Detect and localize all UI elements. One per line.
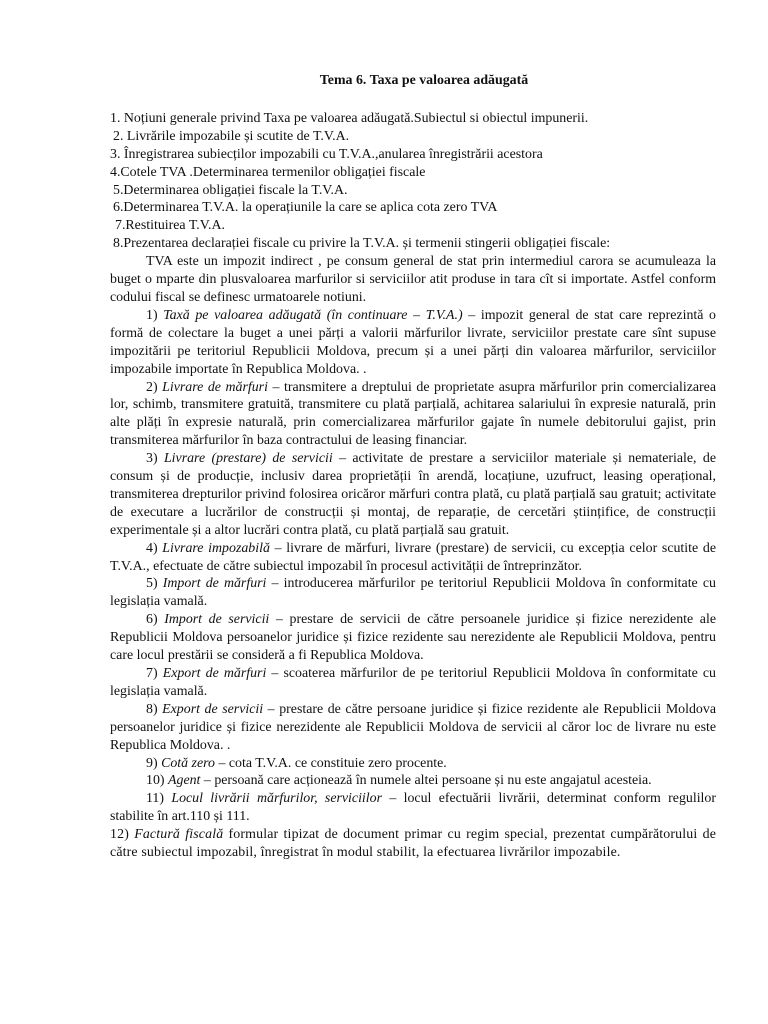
definition-term: Import de mărfuri (162, 576, 267, 592)
definition-term: Taxă pe valoarea adăugată (în continuare – T.V.A.) (163, 307, 463, 323)
topic-item: 3. Înregistrarea subiecților impozabili cu T.V.A.,anularea înregistrării acestora (110, 146, 543, 162)
definition-text: – scoaterea mărfurilor de pe teritoriul Republicii Moldova în conformitate cu legislația vamală. (110, 666, 716, 699)
definition-number: 11) (146, 791, 165, 807)
topic-item: 1. Noțiuni generale privind Taxa pe valoarea adăugată.Subiectul si obiectul impunerii. (110, 110, 589, 126)
definition-text: – impozit general de stat care reprezintă o formă de colectare la buget a unei părți a valorii mărfurilor livrate, serviciilor prestate care sînt supuse impozitării pe teritoriul Republicii Moldova, precum și a unei părți din valoarea mărfurilor, serviciilor impozabile importate în Republica Moldova. . (110, 307, 716, 377)
definition-text: – introducerea mărfurilor pe teritoriul Republicii Moldova în conformitate cu legislația vamală. (110, 576, 716, 610)
definition-term: Cotă zero (161, 755, 215, 771)
definition-number: 2) (146, 379, 158, 395)
definition-item (110, 790, 716, 826)
topic-item: 6.Determinarea T.V.A. la operațiunile la care se aplica cota zero TVA (113, 200, 498, 216)
definition-number: 4) (146, 540, 158, 556)
topics-list (110, 110, 716, 253)
definition-text: – prestare de servicii de către persoanele juridice și fizice nerezidente ale Republicii Moldova persoanelor juridice și fizice rezidente sau nerezidente ale Republicii Moldova, pentru care locul prestării se consideră a fi Republica Moldova. (110, 612, 716, 664)
definition-number: 8) (146, 701, 158, 717)
definition-item (110, 701, 716, 755)
definition-text: formular tipizat de document primar cu regim special, prezentat cumpărătorului de către subiectul impozabil, înregistrat în modul stabilit, la efectuarea livrărilor impozabile. (110, 827, 717, 861)
definition-text: – persoană care acționează în numele altei persoane și nu este angajatul acesteia. (200, 773, 652, 789)
definition-item (110, 575, 716, 611)
definition-item (110, 540, 716, 576)
definition-term: Agent (168, 773, 201, 789)
definition-number: 7) (146, 666, 158, 681)
definition-term: Livrare de mărfuri (162, 379, 268, 395)
topic-item: 5.Determinarea obligației fiscale la T.V.A. (113, 182, 348, 198)
topic-item: 4.Cotele TVA .Determinarea termenilor obligației fiscale (110, 164, 426, 180)
definition-number: 12) (110, 827, 129, 843)
topic-item: 7.Restituirea T.V.A. (115, 218, 225, 234)
definition-number: 10) (146, 773, 165, 789)
definition-item (110, 379, 716, 451)
definition-item (110, 307, 716, 379)
definition-item (110, 611, 716, 665)
topic-item: 2. Livrările impozabile și scutite de T.V.A. (113, 128, 350, 144)
definition-number: 5) (146, 576, 158, 592)
definition-term: Export de mărfuri (162, 666, 267, 681)
definition-term: Locul livrării mărfurilor, serviciilor (171, 791, 383, 807)
definition-term: Livrare impozabilă (162, 540, 270, 556)
definition-text: – transmitere a dreptului de proprietate asupra mărfurilor prin comercializarea lor, schimb, transmitere gratuită, transmitere cu plată parțială, achitarea salariului în expresie naturală, prin alte plăți în expresie naturală, prin comercializarea mărfurilor gajate în numele debitorului gajist, prin transmiterea mărfurilor în baza contractului de leasing financiar. (110, 379, 716, 449)
definition-number: 1) (146, 307, 158, 323)
definition-text: – prestare de către persoane juridice și fizice rezidente ale Republicii Moldova persoanelor juridice și fizice nerezidente ale Republicii Moldova de servicii al căror loc de livrare nu este Republica Moldova. . (110, 701, 716, 753)
definition-item (110, 665, 716, 701)
definition-text: – cota T.V.A. ce constituie zero procente. (214, 755, 447, 771)
definition-item (110, 755, 716, 773)
page-title: Tema 6. Taxa pe valoarea adăugată (319, 73, 529, 88)
definition-number: 9) (146, 755, 158, 771)
topic-item: 8.Prezentarea declarației fiscale cu privire la T.V.A. și termenii stingerii obligației fiscale: (113, 236, 611, 252)
definition-text: – locul efectuării livrării, determinat conform regulilor stabilite în art.110 și 111. (110, 791, 716, 825)
intro-paragraph: TVA este un impozit indirect , pe consum general de stat prin intermediul carora se acumuleaza la buget o mparte din plusvaloarea marfurilor si serviciilor atit produse in tara cît si importate. Astfel conform codului fiscal se definesc urmatoarele notiuni. (110, 254, 716, 305)
definition-item (110, 450, 716, 540)
definition-text: – activitate de prestare a serviciilor materiale și nemateriale, de consum și de producție, inclusiv darea proprietății în arendă, locațiune, uzufruct, leasing operațional, transmiterea drepturilor privind folosirea oricăror mărfuri contra plată, cu plată parțială sau gratuit; activitate de executare a lucrărilor de construcții și montaj, de reparație, de cercetări științifice, de construcții experimentale și a altor lucrări contra plată, cu plată parțială sau gratuit. (110, 451, 716, 538)
definition-item (110, 772, 716, 790)
definition-number: 6) (146, 612, 158, 628)
definition-number: 3) (146, 451, 158, 467)
definition-term: Livrare (prestare) de servicii (163, 451, 333, 467)
definition-term: Factură fiscală (134, 827, 224, 843)
definition-term: Import de servicii (164, 612, 270, 628)
definition-text: – livrare de mărfuri, livrare (prestare) de servicii, cu excepția celor scutite de T.V.A., efectuate de către subiectul impozabil în procesul activității de întreprinzător. (110, 540, 716, 574)
definition-item (110, 826, 716, 862)
definition-term: Export de servicii (162, 701, 264, 717)
